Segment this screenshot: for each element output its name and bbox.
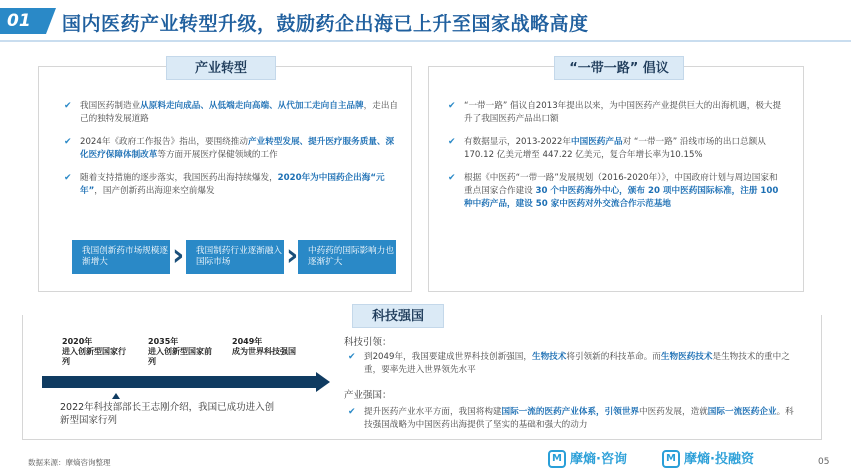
milestone-2049 [232, 337, 298, 357]
logo-mark-icon: M [662, 450, 680, 468]
step-label: 中药药的国际影响力也逐渐扩大 [308, 246, 394, 267]
logo-mark-icon: M [548, 450, 566, 468]
timeline-arrow-bar [42, 376, 318, 388]
data-source: 数据来源：摩熵咨询整理 [28, 458, 111, 467]
right-bullet-2 [446, 172, 786, 211]
bullet-text [80, 137, 394, 160]
check-icon: ✔ [64, 137, 72, 147]
plain-text: 将引领新的科技革命。而 [566, 352, 661, 362]
plain-text: 是生物技术的重中之重，要率先进入世界领先水平 [364, 352, 790, 375]
highlight-text: 国际一流医药企业 [707, 407, 777, 417]
highlight-text: 30 个中医药海外中心，颁布 20 项中医药国际标准，注册 100 种中药产品，建设 50 家中医药对外交流合作示范基地 [464, 186, 779, 209]
page-number: 05 [818, 457, 830, 467]
step-label: 我国创新药市场规模逐渐增大 [82, 246, 168, 267]
check-icon: ✔ [64, 101, 72, 111]
plain-text: 有数据显示，2013-2022年 [464, 137, 571, 147]
check-icon: ✔ [448, 137, 456, 147]
industry-power-item [346, 406, 802, 432]
left-bullet-0 [62, 100, 400, 126]
highlight-text: 生物技术 [531, 352, 567, 362]
logo-text: 摩熵·投融资 [684, 452, 754, 467]
highlight-text: 产业转型发展、提升医疗服务质量、深化医疗保障体制改革 [80, 137, 395, 160]
plain-text: 2024年《政府工作报告》指出，要围绕推动 [80, 137, 248, 147]
tech-lead-item [346, 351, 802, 377]
check-icon: ✔ [448, 101, 456, 111]
highlight-text: 国际一流的医药产业体系，引领世界 [501, 407, 640, 417]
bullet-text [464, 173, 778, 209]
plain-text: 。科技强国战略为中国医药出海提供了坚实的基础和强大的动力 [364, 407, 794, 430]
milestone-year: 2020年 [62, 337, 93, 346]
check-icon: ✔ [448, 173, 456, 183]
section-number: 01 [0, 8, 46, 34]
bullet-text [364, 352, 790, 375]
highlight-text: 2020年为中国药企出海“元年” [80, 173, 385, 196]
check-icon: ✔ [64, 173, 72, 183]
plain-text: 中医药发展，造就 [639, 407, 708, 417]
chevron-right-icon: › [172, 238, 185, 273]
milestone-desc: 成为世界科技强国 [232, 347, 296, 356]
step-box-1 [186, 240, 284, 274]
tech-lead-list [346, 351, 802, 377]
milestone-2035 [148, 337, 214, 367]
plain-text: 到2049年，我国要建成世界科技创新强国， [364, 352, 532, 362]
check-icon: ✔ [348, 407, 356, 417]
right-bullet-1 [446, 136, 786, 162]
arrow-head-icon [316, 372, 330, 392]
milestone-year: 2035年 [148, 337, 179, 346]
industry-power-title: 产业强国： [344, 390, 392, 401]
bullet-text [80, 173, 385, 196]
highlight-text: 生物医药技术 [660, 352, 713, 362]
slide-header [0, 0, 851, 42]
bullet-text [80, 101, 398, 124]
milestone-2020 [62, 337, 128, 367]
plain-text: 我国医药制造业 [80, 101, 141, 111]
plain-text: 随着支持措施的逐步落实，我国医药出海持续爆发， [80, 173, 278, 183]
tech-lead-title: 科技引领： [344, 337, 392, 348]
milestone-year: 2049年 [232, 337, 263, 346]
milestone-desc: 进入创新型国家行列 [62, 347, 126, 366]
industry-power-list [346, 406, 802, 432]
left-bullet-2 [62, 172, 400, 198]
plain-text: 提升医药产业水平方面，我国将构建 [364, 407, 502, 417]
check-icon: ✔ [348, 352, 356, 362]
left-bullet-1 [62, 136, 400, 162]
industry-transformation-tab: 产业转型 [166, 56, 276, 80]
marker-triangle-icon [112, 393, 120, 399]
step-label: 我国制药行业逐渐融入国际市场 [196, 246, 282, 267]
milestone-desc: 进入创新型国家前列 [148, 347, 212, 366]
step-box-0 [72, 240, 170, 274]
bullet-text [364, 407, 794, 430]
left-bullet-list [62, 100, 400, 204]
plain-text: 对 “一带一路” 沿线市场的出口总额从 170.12 亿美元增至 447.22 亿美元，复合年增长率为10.15% [464, 137, 766, 160]
right-bullet-0 [446, 100, 786, 126]
logo-consulting [548, 449, 627, 471]
plain-text: “一带一路” 倡议自2013年提出以来，为中国医药产业提供巨大的出海机遇，极大提升了我国医药产品出口额 [464, 101, 782, 124]
chevron-right-icon: › [286, 238, 299, 273]
highlight-text: 中国医药产品 [571, 137, 623, 147]
plain-text: 等方面开展医疗保健领域的工作 [157, 150, 278, 160]
belt-road-tab: “一带一路” 倡议 [554, 56, 684, 80]
step-box-2 [298, 240, 396, 274]
tech-power-tab: 科技强国 [352, 304, 444, 328]
bullet-text [464, 101, 781, 124]
plain-text: ，国产创新药出海迎来空前爆发 [94, 186, 215, 196]
milestone-note: 2022年科技部部长王志刚介绍，我国已成功进入创新型国家行列 [60, 402, 275, 426]
right-bullet-list [446, 100, 786, 211]
page-title: 国内医药产业转型升级，鼓励药企出海已上升至国家战略高度 [62, 13, 589, 35]
header-divider [0, 40, 851, 42]
plain-text: 根据《中医药“一带一路”发展规划（2016-2020年）》，中国政府计划与周边国家和重点国家合作建设 [464, 173, 778, 196]
plain-text: ，走出自己的独特发展道路 [80, 101, 399, 124]
logo-investment [662, 449, 754, 471]
highlight-text: 从原料走向成品、从低端走向高端、从代加工走向自主品牌 [140, 101, 364, 111]
bullet-text [464, 137, 766, 160]
logo-text: 摩熵·咨询 [570, 452, 627, 467]
